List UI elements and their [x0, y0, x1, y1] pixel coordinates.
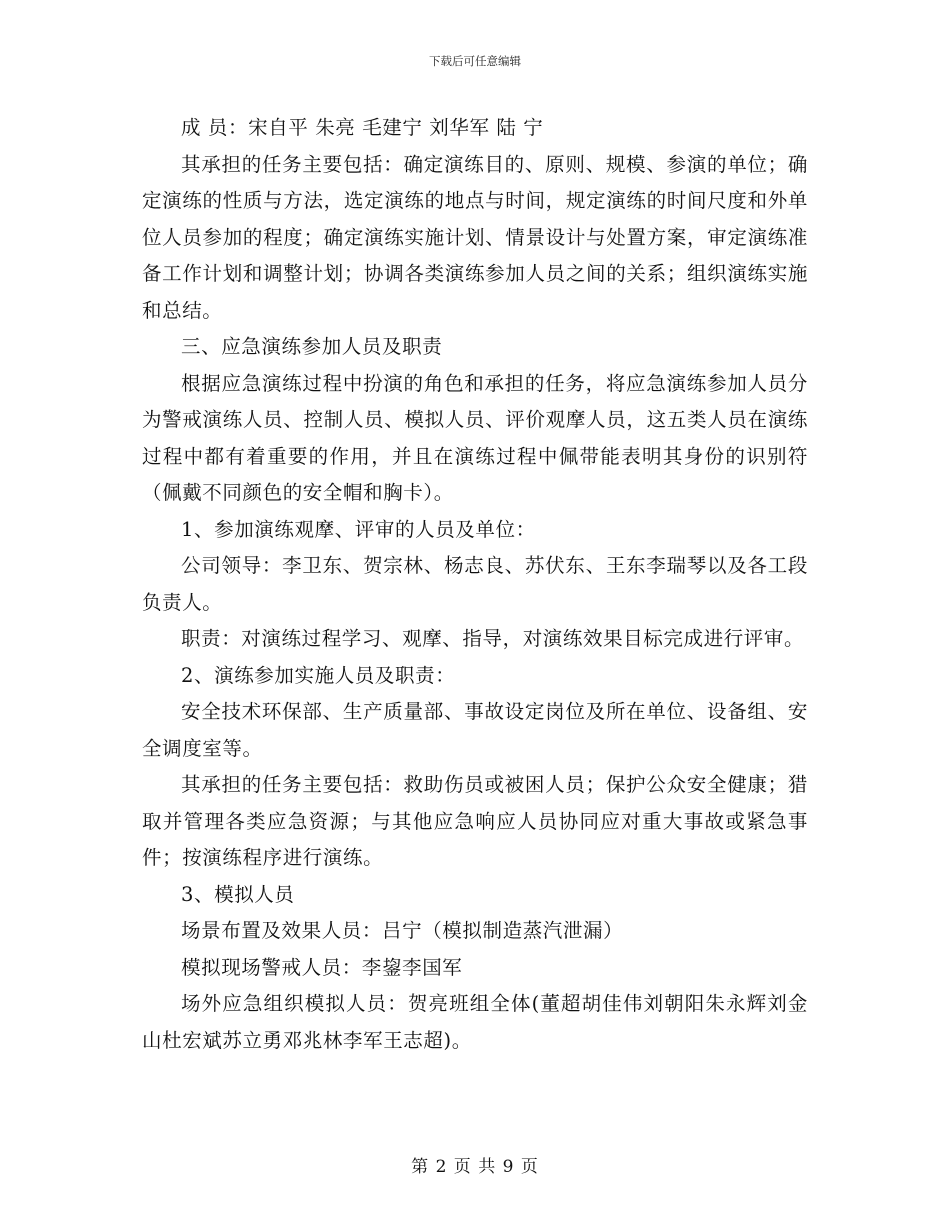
subheading-simulators: 3、模拟人员	[181, 882, 295, 906]
paragraph-implementer-units: 安全技术环保部、生产质量部、事故设定岗位及所在单位、设备组、安全调度室等。	[142, 700, 808, 760]
footer-page-unit: 页	[453, 1157, 472, 1177]
subheading-observers: 1、参加演练观摩、评审的人员及单位：	[181, 517, 536, 541]
footer-current-page: 2	[435, 1157, 448, 1177]
paragraph-observer-duties: 职责：对演练过程学习、观摩、指导，对演练效果目标完成进行评审。	[181, 627, 805, 650]
footer-prefix: 第	[411, 1157, 430, 1177]
header-text: 下载后可任意编辑	[429, 54, 521, 68]
paragraph-members: 成 员：宋自平 朱亮 毛建宁 刘华军 陆 宁	[181, 116, 544, 139]
paragraph-tasks-leadership: 其承担的任务主要包括：确定演练目的、原则、规模、参演的单位；确定演练的性质与方法，选定演练的地点与时间，规定演练的时间尺度和外单位人员参加的程度；确定演练实施计划、情景设计与处置方案，审定演练准备工作计划和调整计划；协调各类演练参加人员之间的关系；组织演练实施和总结。	[142, 152, 808, 322]
page-footer	[0, 1152, 950, 1177]
paragraph-scene-staff: 场景布置及效果人员：吕宁（模拟制造蒸汽泄漏）	[181, 919, 624, 942]
paragraph-guard-simulators: 模拟现场警戒人员：李鋆李国军	[181, 955, 463, 979]
page-header	[0, 53, 950, 69]
footer-total-unit: 页	[520, 1157, 539, 1177]
footer-total-prefix: 共	[478, 1157, 497, 1177]
section-heading-participants: 三、应急演练参加人员及职责	[181, 335, 443, 358]
subheading-implementers: 2、演练参加实施人员及职责：	[181, 663, 456, 687]
footer-total-pages: 9	[502, 1157, 515, 1177]
paragraph-company-leaders: 公司领导：李卫东、贺宗林、杨志良、苏伏东、王东李瑞琴以及各工段负责人。	[142, 554, 808, 614]
paragraph-implementer-tasks: 其承担的任务主要包括：救助伤员或被困人员；保护公众安全健康；猎取并管理各类应急资源；与其他应急响应人员协同应对重大事故或紧急事件；按演练程序进行演练。	[142, 773, 808, 869]
document-body	[142, 110, 808, 1059]
paragraph-offsite-simulators: 场外应急组织模拟人员：贺亮班组全体(董超胡佳伟刘朝阳朱永辉刘金山杜宏斌苏立勇邓兆林李军王志超)。	[142, 992, 808, 1052]
paragraph-participant-roles: 根据应急演练过程中扮演的角色和承担的任务，将应急演练参加人员分为警戒演练人员、控制人员、模拟人员、评价观摩人员，这五类人员在演练过程中都有着重要的作用，并且在演练过程中佩带能表明其身份的识别符（佩戴不同颜色的安全帽和胸卡）。	[142, 371, 808, 504]
